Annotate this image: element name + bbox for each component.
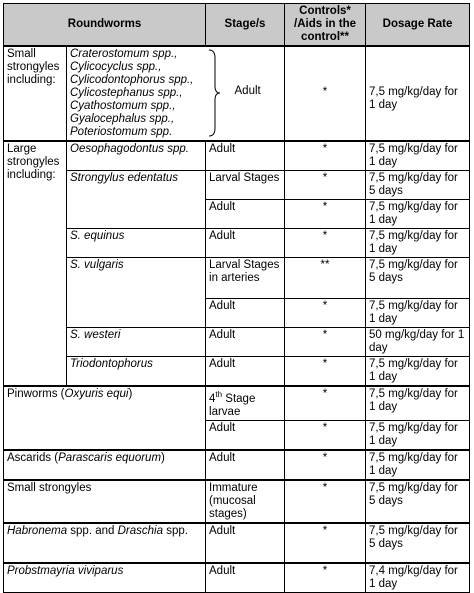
dosage-cell: 7,5 mg/kg/day for 1 day xyxy=(366,299,470,328)
large-strongyles-row xyxy=(4,258,470,299)
species-text: S. equinus xyxy=(70,230,125,242)
small-strongyles-immature-row xyxy=(4,480,470,523)
stage-cell: Adult xyxy=(206,563,285,593)
small-strongyles-immature-label: Small strongyles xyxy=(4,480,206,523)
habronema-row xyxy=(4,523,470,563)
label-text: Pinworms ( xyxy=(7,388,65,400)
large-strongyles-row xyxy=(4,229,470,258)
header-row xyxy=(4,4,470,47)
label-text: spp. xyxy=(163,524,188,537)
species-item: Poteriostomum spp. xyxy=(70,126,173,138)
stage-cell xyxy=(206,386,285,420)
control-cell: * xyxy=(285,328,366,357)
label-text: spp. and xyxy=(67,524,118,537)
dosage-cell: 7,5 mg/kg/day for 5 days xyxy=(366,523,470,563)
control-cell: * xyxy=(285,299,366,328)
stage-cell: Larval Stages xyxy=(206,171,285,200)
dosage-cell: 7,5 mg/kg/day for 1 day xyxy=(366,229,470,258)
species-text: S. vulgaris xyxy=(70,259,124,271)
probstmayria-row xyxy=(4,563,470,593)
species-text: Triodontophorus xyxy=(70,358,153,370)
control-cell: * xyxy=(285,450,366,480)
stage-cell: Adult xyxy=(206,200,285,229)
small-strongyles-row xyxy=(4,46,470,141)
stage-cell: Adult xyxy=(206,523,285,563)
large-strongyles-label: Large strongyles including: xyxy=(4,141,67,386)
stage-cell: Adult xyxy=(206,450,285,480)
species-item: Cylicostephanus spp., xyxy=(70,87,183,99)
header-stage: Stage/s xyxy=(206,4,285,47)
species-cell xyxy=(67,357,206,387)
dosage-cell xyxy=(366,46,470,141)
control-cell: * xyxy=(285,200,366,229)
large-strongyles-row xyxy=(4,141,470,171)
large-strongyles-row xyxy=(4,357,470,387)
control-cell: * xyxy=(285,480,366,523)
stage-cell: Adult xyxy=(206,357,285,387)
control-cell: * xyxy=(285,563,366,593)
dosage-cell: 7,5 mg/kg/day for 1 day xyxy=(366,200,470,229)
species-item: Gyalocephalus spp., xyxy=(70,113,175,125)
species-item: Cyathostomum spp., xyxy=(70,100,176,112)
dosage-text: 7,5 mg/kg/day for 1 day xyxy=(369,86,458,111)
curly-brace-icon xyxy=(206,48,222,138)
species-cell xyxy=(67,141,206,171)
stage-superscript: th xyxy=(215,390,223,399)
dosage-cell: 7,4 mg/kg/day for 1 day xyxy=(366,563,470,593)
species-item: Cylicocyclus spp., xyxy=(70,61,162,73)
control-cell xyxy=(285,46,366,141)
dosage-cell: 50 mg/kg/day for 1 day xyxy=(366,328,470,357)
dosage-cell: 7,5 mg/kg/day for 1 day xyxy=(366,450,470,480)
stage-cell: Adult xyxy=(206,328,285,357)
species-cell xyxy=(67,328,206,357)
stage-number: 4 xyxy=(209,392,216,405)
control-cell: * xyxy=(285,229,366,258)
stage-cell: Adult xyxy=(206,420,285,450)
species-text: Strongylus edentatus xyxy=(70,172,179,184)
large-strongyles-row xyxy=(4,171,470,200)
header-dosage: Dosage Rate xyxy=(366,4,470,47)
species-text: Probstmayria viviparus xyxy=(7,564,124,577)
ascarids-row xyxy=(4,450,470,480)
dosage-cell: 7,5 mg/kg/day for 1 day xyxy=(366,386,470,420)
probstmayria-label xyxy=(4,563,206,593)
control-cell: ** xyxy=(285,258,366,299)
dosage-cell: 7,5 mg/kg/day for 1 day xyxy=(366,420,470,450)
dosage-cell: 7,5 mg/kg/day for 5 days xyxy=(366,171,470,200)
header-controls: Controls* /Aids in the control** xyxy=(285,4,366,47)
species-cell xyxy=(67,229,206,258)
stage-text: Adult xyxy=(234,85,261,97)
habronema-label xyxy=(4,523,206,563)
dosage-cell: 7,5 mg/kg/day for 1 day xyxy=(366,357,470,387)
pinworms-label xyxy=(4,386,206,450)
control-cell: * xyxy=(285,420,366,450)
species-cell xyxy=(67,171,206,229)
dosage-cell: 7,5 mg/kg/day for 5 days xyxy=(366,480,470,523)
label-text: Ascarids ( xyxy=(7,451,59,464)
species-text: Oxyuris equi xyxy=(64,388,129,400)
label-text: ) xyxy=(128,388,133,400)
species-text: Parascaris equorum xyxy=(58,451,162,464)
control-cell: * xyxy=(285,141,366,171)
stage-cell: Adult xyxy=(206,229,285,258)
species-cell xyxy=(67,258,206,328)
dosage-cell: 7,5 mg/kg/day for 1 day xyxy=(366,141,470,171)
species-text: S. westeri xyxy=(70,329,121,341)
large-strongyles-row xyxy=(4,328,470,357)
control-cell: * xyxy=(285,523,366,563)
species-text: Draschia xyxy=(117,524,163,537)
dosage-table xyxy=(3,3,470,593)
small-strongyles-stage-cell xyxy=(206,46,285,141)
stage-cell: Larval Stages in arteries xyxy=(206,258,285,299)
species-item: Cylicodontophorus spp., xyxy=(70,74,194,86)
species-item: Craterostomum spp., xyxy=(70,48,178,60)
label-text: ) xyxy=(161,451,165,464)
ascarids-label xyxy=(4,450,206,480)
control-cell: * xyxy=(285,357,366,387)
stage-cell: Adult xyxy=(206,299,285,328)
control-mark: * xyxy=(322,86,328,98)
control-cell: * xyxy=(285,171,366,200)
stage-cell: Adult xyxy=(206,141,285,171)
stage-cell: Immature (mucosal stages) xyxy=(206,480,285,523)
small-strongyles-species-list xyxy=(67,46,206,141)
control-cell: * xyxy=(285,386,366,420)
pinworms-row xyxy=(4,386,470,420)
species-text: Oesophagodontus spp. xyxy=(70,143,189,155)
small-strongyles-label: Small strongyles including: xyxy=(4,46,67,141)
header-roundworms: Roundworms xyxy=(4,4,206,47)
stage-text: Stage larvae xyxy=(209,392,256,418)
dosage-cell: 7,5 mg/kg/day for 5 days xyxy=(366,258,470,299)
species-text: Habronema xyxy=(7,524,68,537)
